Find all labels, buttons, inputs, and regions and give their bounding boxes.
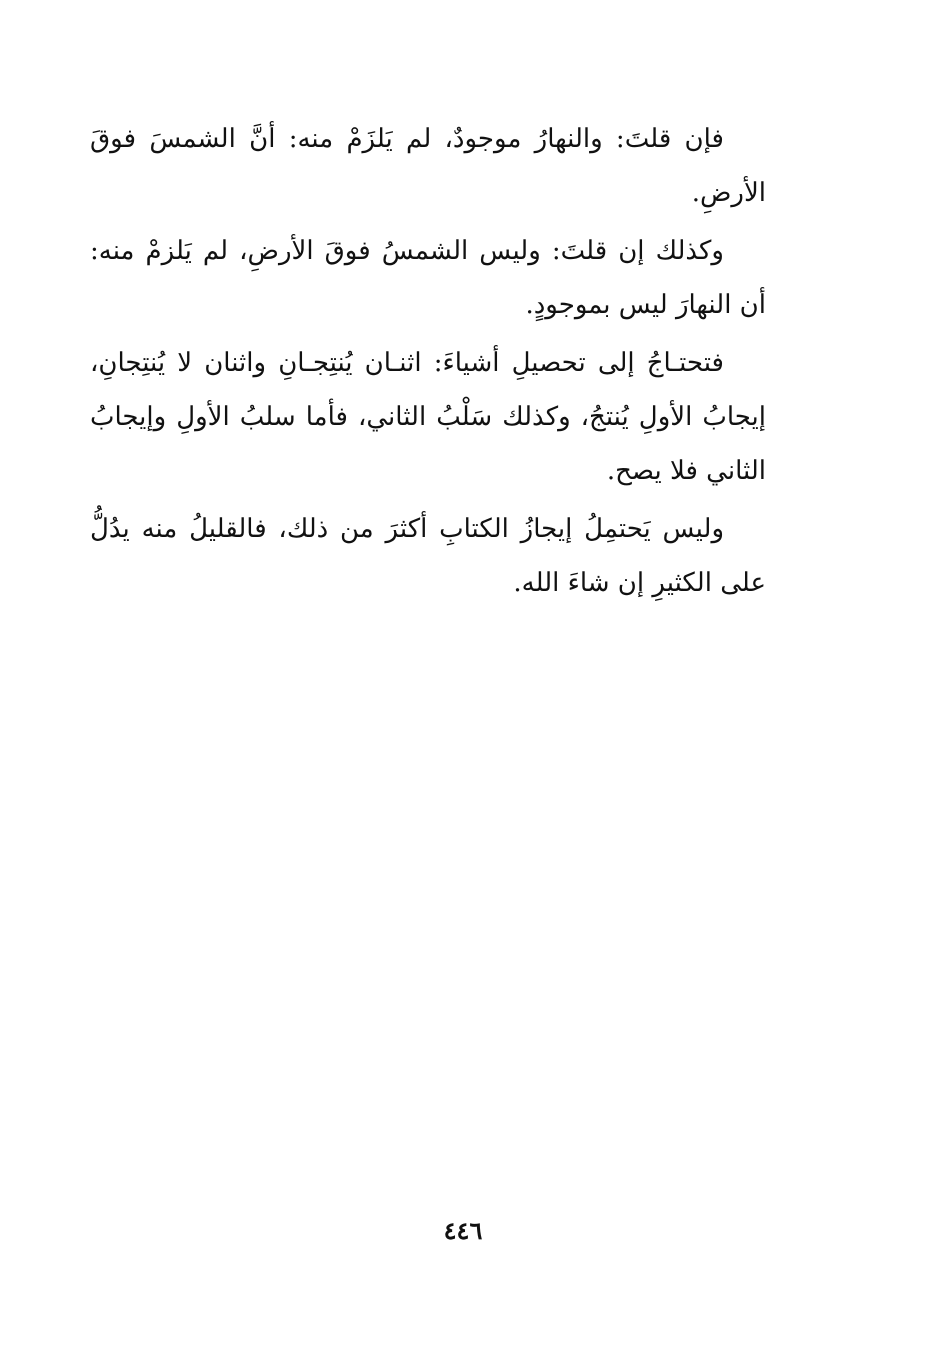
paragraph-3: فتحتـاجُ إلى تحصيلِ أشياءَ: اثنـان يُنتِجـانِ واثنان لا يُنتِجانِ، إيجابُ الأولِ يُنتجُ، وكذلك سَلْبُ الثاني، فأما سلبُ الأولِ وإيجابُ الثاني فلا يصح. [90, 348, 766, 486]
paragraph-4: وليس يَحتمِلُ إيجازُ الكتابِ أكثرَ من ذلك، فالقليلُ منه يدُلُّ على الكثيرِ إن شاءَ الله. [90, 514, 766, 598]
body-text [90, 112, 766, 614]
paragraph-2: وكذلك إن قلتَ: وليس الشمسُ فوقَ الأرضِ، لم يَلزمْ منه: أن النهارَ ليس بموجودٍ. [90, 236, 766, 320]
page-number: ٤٤٦ [443, 1216, 483, 1245]
paragraph-1: فإن قلتَ: والنهارُ موجودٌ، لم يَلزَمْ منه: أنَّ الشمسَ فوقَ الأرضِ. [90, 124, 766, 208]
